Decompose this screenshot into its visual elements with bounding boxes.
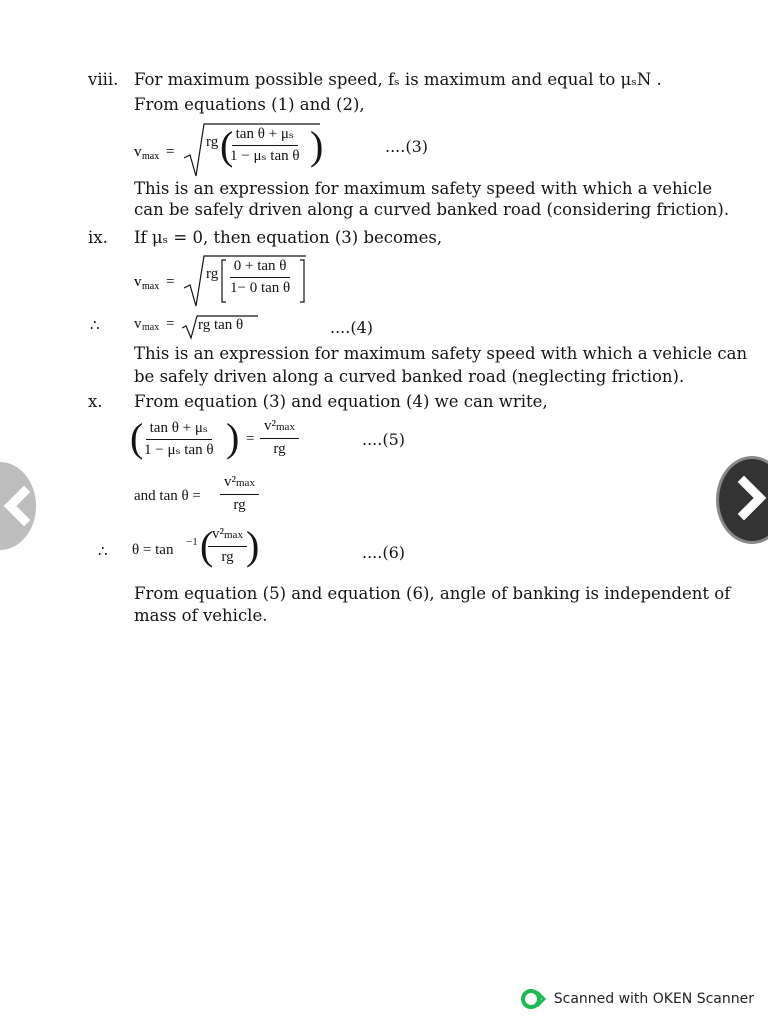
eq3-equals: =: [166, 144, 175, 160]
eqtan-numerator-sub: max: [236, 477, 255, 489]
eq5-rhs-numerator-sub: max: [276, 421, 295, 433]
eqix-rg: rg: [206, 266, 219, 282]
eq5-numerator: tan θ + μₛ: [146, 420, 212, 440]
eq4-therefore: ∴: [90, 318, 100, 334]
item-number-x: x.: [88, 392, 103, 411]
chevron-right-icon: [716, 456, 768, 544]
paragraph-2-line-1: This is an expression for maximum safety speed with which a vehicle can: [134, 344, 748, 363]
scanner-text: Scanned with OKEN Scanner: [553, 991, 754, 1007]
paragraph-1-line-2: can be safely driven along a curved banked road (considering friction).: [134, 200, 730, 219]
eq6-therefore: ∴: [98, 544, 108, 560]
eq6-numerator: v²: [212, 526, 224, 542]
item-x-line-1: From equation (3) and equation (4) we can write,: [134, 392, 548, 411]
eq3-lhs-sub: max: [142, 151, 160, 162]
eq3-denominator: 1 − μₛ tan θ: [230, 148, 300, 164]
eq3-lhs: v: [134, 144, 142, 160]
eq4-lhs: v: [134, 316, 142, 332]
eq3-left-paren: (: [220, 123, 234, 168]
eq5-rhs-denominator: rg: [273, 441, 286, 457]
paragraph-1-line-1: This is an expression for maximum safety speed with which a vehicle: [134, 179, 713, 198]
paragraph-3-line-1: From equation (5) and equation (6), angle of banking is independent of: [134, 584, 731, 603]
eq6-sup: −1: [186, 536, 198, 548]
equation-6-tag: ....(6): [362, 543, 406, 562]
eq5-denominator: 1 − μₛ tan θ: [144, 442, 214, 458]
eqtan-lhs: and tan θ =: [134, 488, 201, 504]
item-viii-line-1: For maximum possible speed, fₛ is maximum and equal to μₛN .: [134, 70, 662, 89]
eq5-rhs-numerator: v²: [264, 418, 276, 434]
prev-page-button[interactable]: [0, 462, 36, 550]
eqix-denominator: 1− 0 tan θ: [230, 280, 291, 296]
eq4-rhs: rg tan θ: [198, 317, 244, 333]
eq3-rg: rg: [206, 134, 219, 150]
eq3-numerator: tan θ + μₛ: [232, 126, 298, 146]
eq6-left-paren: (: [200, 523, 214, 568]
eq5-equals: =: [246, 431, 255, 447]
item-number-viii: viii.: [88, 70, 119, 89]
chevron-left-icon: [0, 462, 36, 550]
equation-5-tag: ....(5): [362, 430, 406, 449]
eq5-right-paren: ): [226, 415, 240, 460]
eqix-lhs: v: [134, 274, 142, 290]
equation-4-tag: ....(4): [330, 318, 374, 337]
oken-logo-icon: [520, 988, 546, 1010]
scanner-watermark: [520, 988, 754, 1010]
equation-3-tag: ....(3): [385, 137, 429, 156]
eqix-equals: =: [166, 274, 175, 290]
eq6-lhs: θ = tan: [132, 542, 174, 558]
eq4-equals: =: [166, 316, 175, 332]
eqtan-denominator: rg: [233, 497, 246, 513]
eq5-left-paren: (: [130, 415, 144, 460]
item-number-ix: ix.: [88, 228, 108, 247]
eqtan-numerator: v²: [224, 474, 236, 490]
item-ix-line-1: If μₛ = 0, then equation (3) becomes,: [134, 228, 443, 247]
paragraph-3-line-2: mass of vehicle.: [134, 606, 268, 625]
eqix-numerator: 0 + tan θ: [230, 258, 291, 278]
eq4-lhs-sub: max: [142, 322, 160, 333]
eq3-right-paren: ): [310, 123, 324, 168]
next-page-button[interactable]: [716, 456, 768, 544]
eq6-right-paren: ): [246, 523, 260, 568]
item-viii-line-2: From equations (1) and (2),: [134, 95, 365, 114]
paragraph-2-line-2: be safely driven along a curved banked road (neglecting friction).: [134, 367, 685, 386]
eq6-denominator: rg: [221, 549, 234, 565]
eqix-lhs-sub: max: [142, 281, 160, 292]
eq6-numerator-sub: max: [224, 529, 243, 541]
